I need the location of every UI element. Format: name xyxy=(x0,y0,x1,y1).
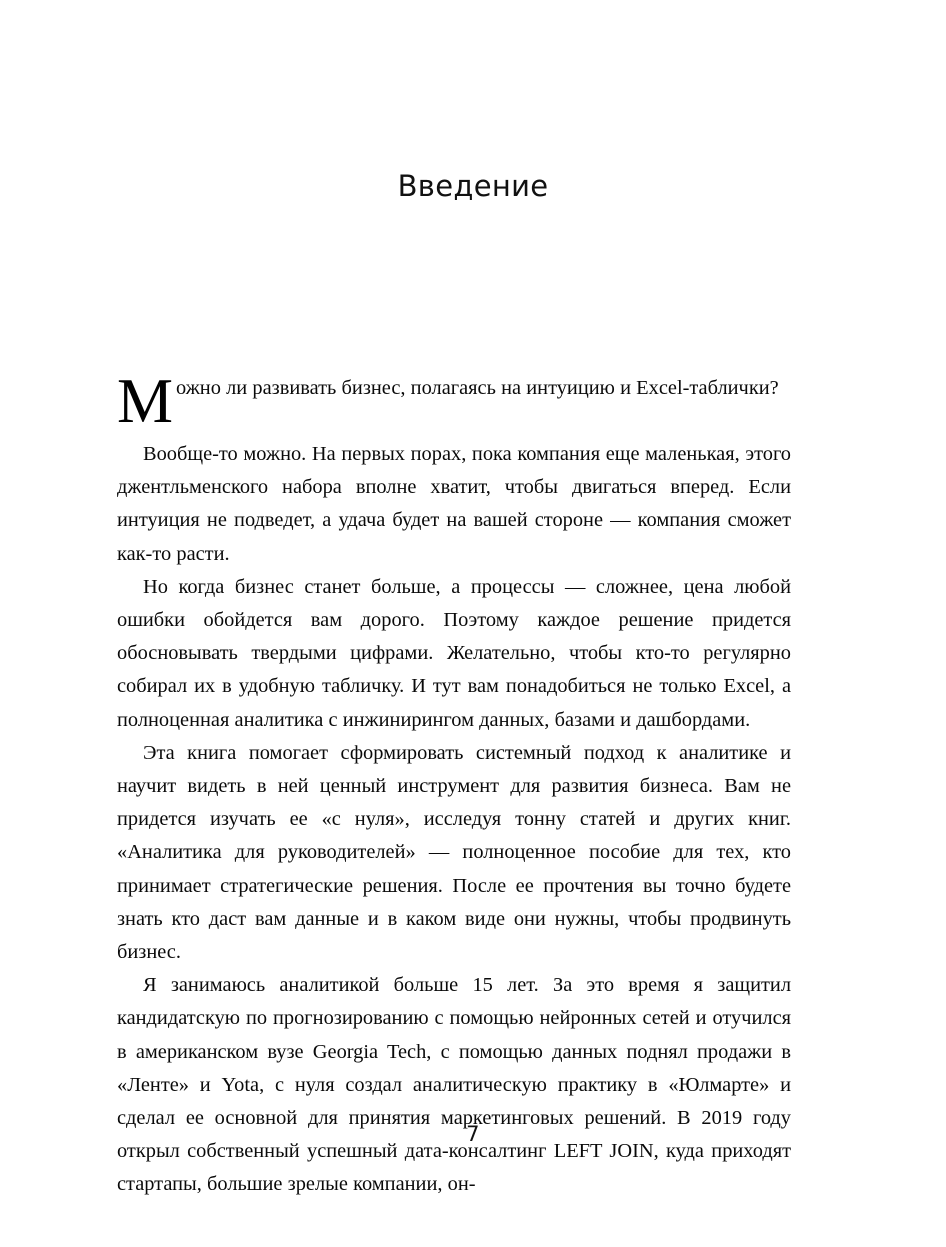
page-number: 7 xyxy=(466,1122,480,1146)
paragraph: Я занимаюсь аналитикой больше 15 лет. За это время я защитил кандидатскую по прогнозированию с помощью нейронных сетей и отучился в американском вузе Georgia Tech, с помощью данных поднял продажи в «Ленте» и Yota, с нуля создал аналитическую практику в «Юлмарте» и сделал ее основной для принятия маркетинговых решений. В 2019 году открыл собственный успешный дата-консалтинг LEFT JOIN, куда приходят стартапы, большие зрелые компании, он- xyxy=(117,974,791,1196)
paragraph-text: ожно ли развивать бизнес, полагаясь на интуицию и Excel-таблички? xyxy=(176,377,779,399)
paragraph: Вообще-то можно. На первых порах, пока компания еще маленькая, этого джентльменского набора вполне хватит, чтобы двигаться вперед. Если интуиция не подведет, а удача будет на вашей стороне — компания сможет как-то расти. xyxy=(117,443,791,565)
body-text-column xyxy=(117,366,791,1202)
paragraph: Но когда бизнес станет больше, а процессы — сложнее, цена любой ошибки обойдется вам дорого. Поэтому каждое решение придется обосновывать твердыми цифрами. Желательно, чтобы кто-то регулярно собирал их в удобную табличку. И тут вам понадобиться не только Excel, а полноценная аналитика с инжинирингом данных, базами и дашбордами. xyxy=(117,575,791,731)
paragraph xyxy=(117,366,791,438)
drop-cap-letter: М xyxy=(117,366,174,436)
paragraph: Эта книга помогает сформировать системный подход к аналитике и научит видеть в ней ценный инструмент для развития бизнеса. Вам не придется изучать ее «с нуля», исследуя тонну статей и других книг. «Аналитика для руководителей» — полноценное пособие для тех, кто принимает стратегические решения. После ее прочтения вы точно будете знать кто даст вам данные и в каком виде они нужны, чтобы продвинуть бизнес. xyxy=(117,741,791,964)
page-title: Введение xyxy=(397,169,549,204)
